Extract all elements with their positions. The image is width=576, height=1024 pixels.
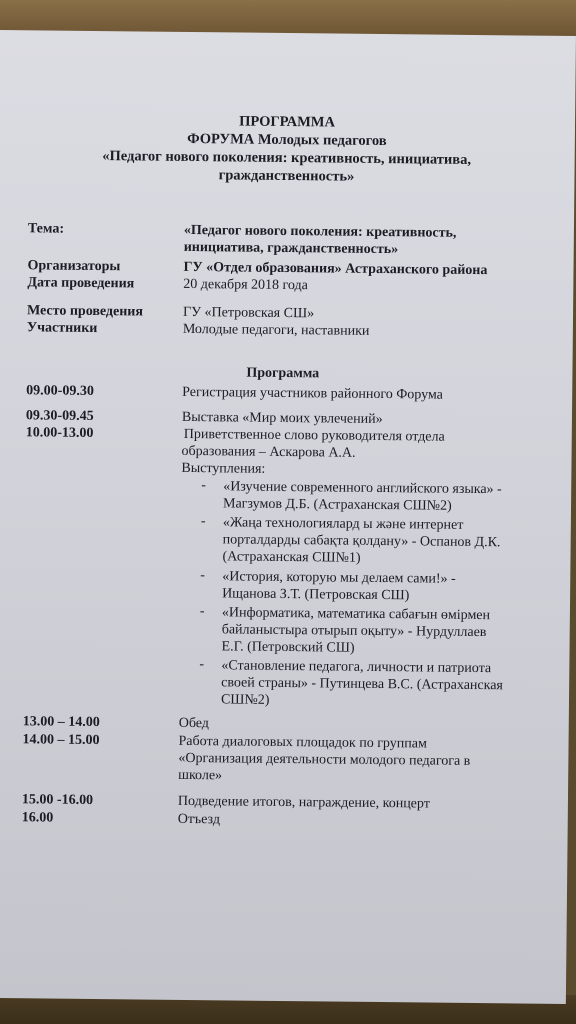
place-value: ГУ «Петровская СШ»	[182, 304, 315, 322]
organizers-value: ГУ «Отдел образования» Астраханского района	[183, 259, 488, 279]
theme-value-line-1: «Педагог нового поколения: креативность,	[183, 222, 457, 241]
speech-3-line-1: «История, которую мы делаем сами!» -	[222, 569, 456, 587]
participants-value: Молодые педагоги, наставники	[182, 321, 370, 339]
speech-1-dash: -	[201, 478, 206, 494]
speech-5-line-2: своей страны» - Путинцева В.С. (Астраханская	[221, 675, 503, 694]
speech-4-line-3: Е.Г. (Петровский СШ)	[221, 639, 355, 656]
time-slot-6: 15.00 -16.00	[21, 792, 94, 809]
speech-2-line-3: (Астраханская СШ№1)	[222, 549, 361, 566]
speech-5-line-1: «Становление педагога, личности и патриота	[221, 658, 492, 677]
event-3-line-1: Приветственное слово руководителя отдела	[183, 426, 445, 445]
speech-2-line-2: порталдарды сабақта қолдану» - Оспанов Д.К.	[222, 532, 501, 551]
event-2: Выставка «Мир моих увлечений»	[181, 409, 383, 428]
speech-4-dash: -	[199, 604, 205, 620]
event-5-line-1: Работа диалоговых площадок по группам	[178, 733, 427, 752]
organizers-label: Организаторы	[27, 258, 121, 275]
time-slot-1: 09.00-09.30	[26, 383, 94, 400]
speech-2-line-1: «Жаңа технологиялард ы және интернет	[222, 515, 464, 533]
document-title	[0, 110, 575, 188]
event-7: Отъезд	[177, 811, 221, 828]
event-4: Обед	[178, 715, 210, 732]
date-value: 20 декабря 2018 года	[183, 276, 308, 294]
time-slot-7: 16.00	[21, 810, 54, 826]
document-page	[0, 30, 576, 1004]
time-slot-4: 13.00 – 14.00	[22, 714, 100, 731]
event-5-line-2: «Организация деятельности молодого педагога в	[178, 750, 471, 769]
event-1: Регистрация участников районного Форума	[182, 384, 443, 403]
speech-5-line-3: СШ№2)	[220, 692, 270, 708]
date-label: Дата проведения	[27, 275, 135, 292]
speech-1-line-1: «Изучение современного английского языка» -	[223, 479, 502, 498]
title-line-1: ПРОГРАММА	[239, 113, 336, 131]
event-6: Подведение итогов, награждение, концерт	[177, 793, 430, 812]
event-5-line-3: школе»	[178, 767, 223, 784]
speech-4-line-2: байланыстыра отырып оқыту» - Нурдуллаев	[221, 622, 487, 641]
title-line-2: ФОРУМА Молодых педагогов	[187, 130, 387, 150]
program-heading: Программа	[246, 365, 320, 382]
time-slot-3: 10.00-13.00	[25, 425, 94, 442]
place-label: Место проведения	[26, 303, 144, 320]
speech-3-dash: -	[200, 568, 206, 584]
speech-1-line-2: Магзумов Д.Б. (Астраханская СШ№2)	[222, 496, 452, 514]
title-line-4: гражданственность»	[218, 167, 355, 185]
speech-4-line-1: «Информатика, математика сабағын өмірмен	[221, 605, 491, 624]
event-3-line-2: образования – Аскарова А.А.	[181, 443, 356, 461]
participants-label: Участники	[26, 320, 98, 337]
event-3-line-3: Выступления:	[181, 460, 266, 477]
theme-label: Тема:	[27, 221, 65, 237]
speech-5-dash: -	[199, 657, 205, 673]
theme-value-line-2: инициатива, гражданственность»	[183, 239, 399, 258]
time-slot-2: 09.30-09.45	[25, 408, 94, 425]
speech-2-dash: -	[200, 514, 206, 530]
speech-3-line-2: Ищанова З.Т. (Петровская СШ)	[222, 586, 410, 604]
time-slot-5: 14.00 – 15.00	[22, 732, 100, 749]
title-line-3: «Педагог нового поколения: креативность, инициатива,	[102, 148, 472, 168]
